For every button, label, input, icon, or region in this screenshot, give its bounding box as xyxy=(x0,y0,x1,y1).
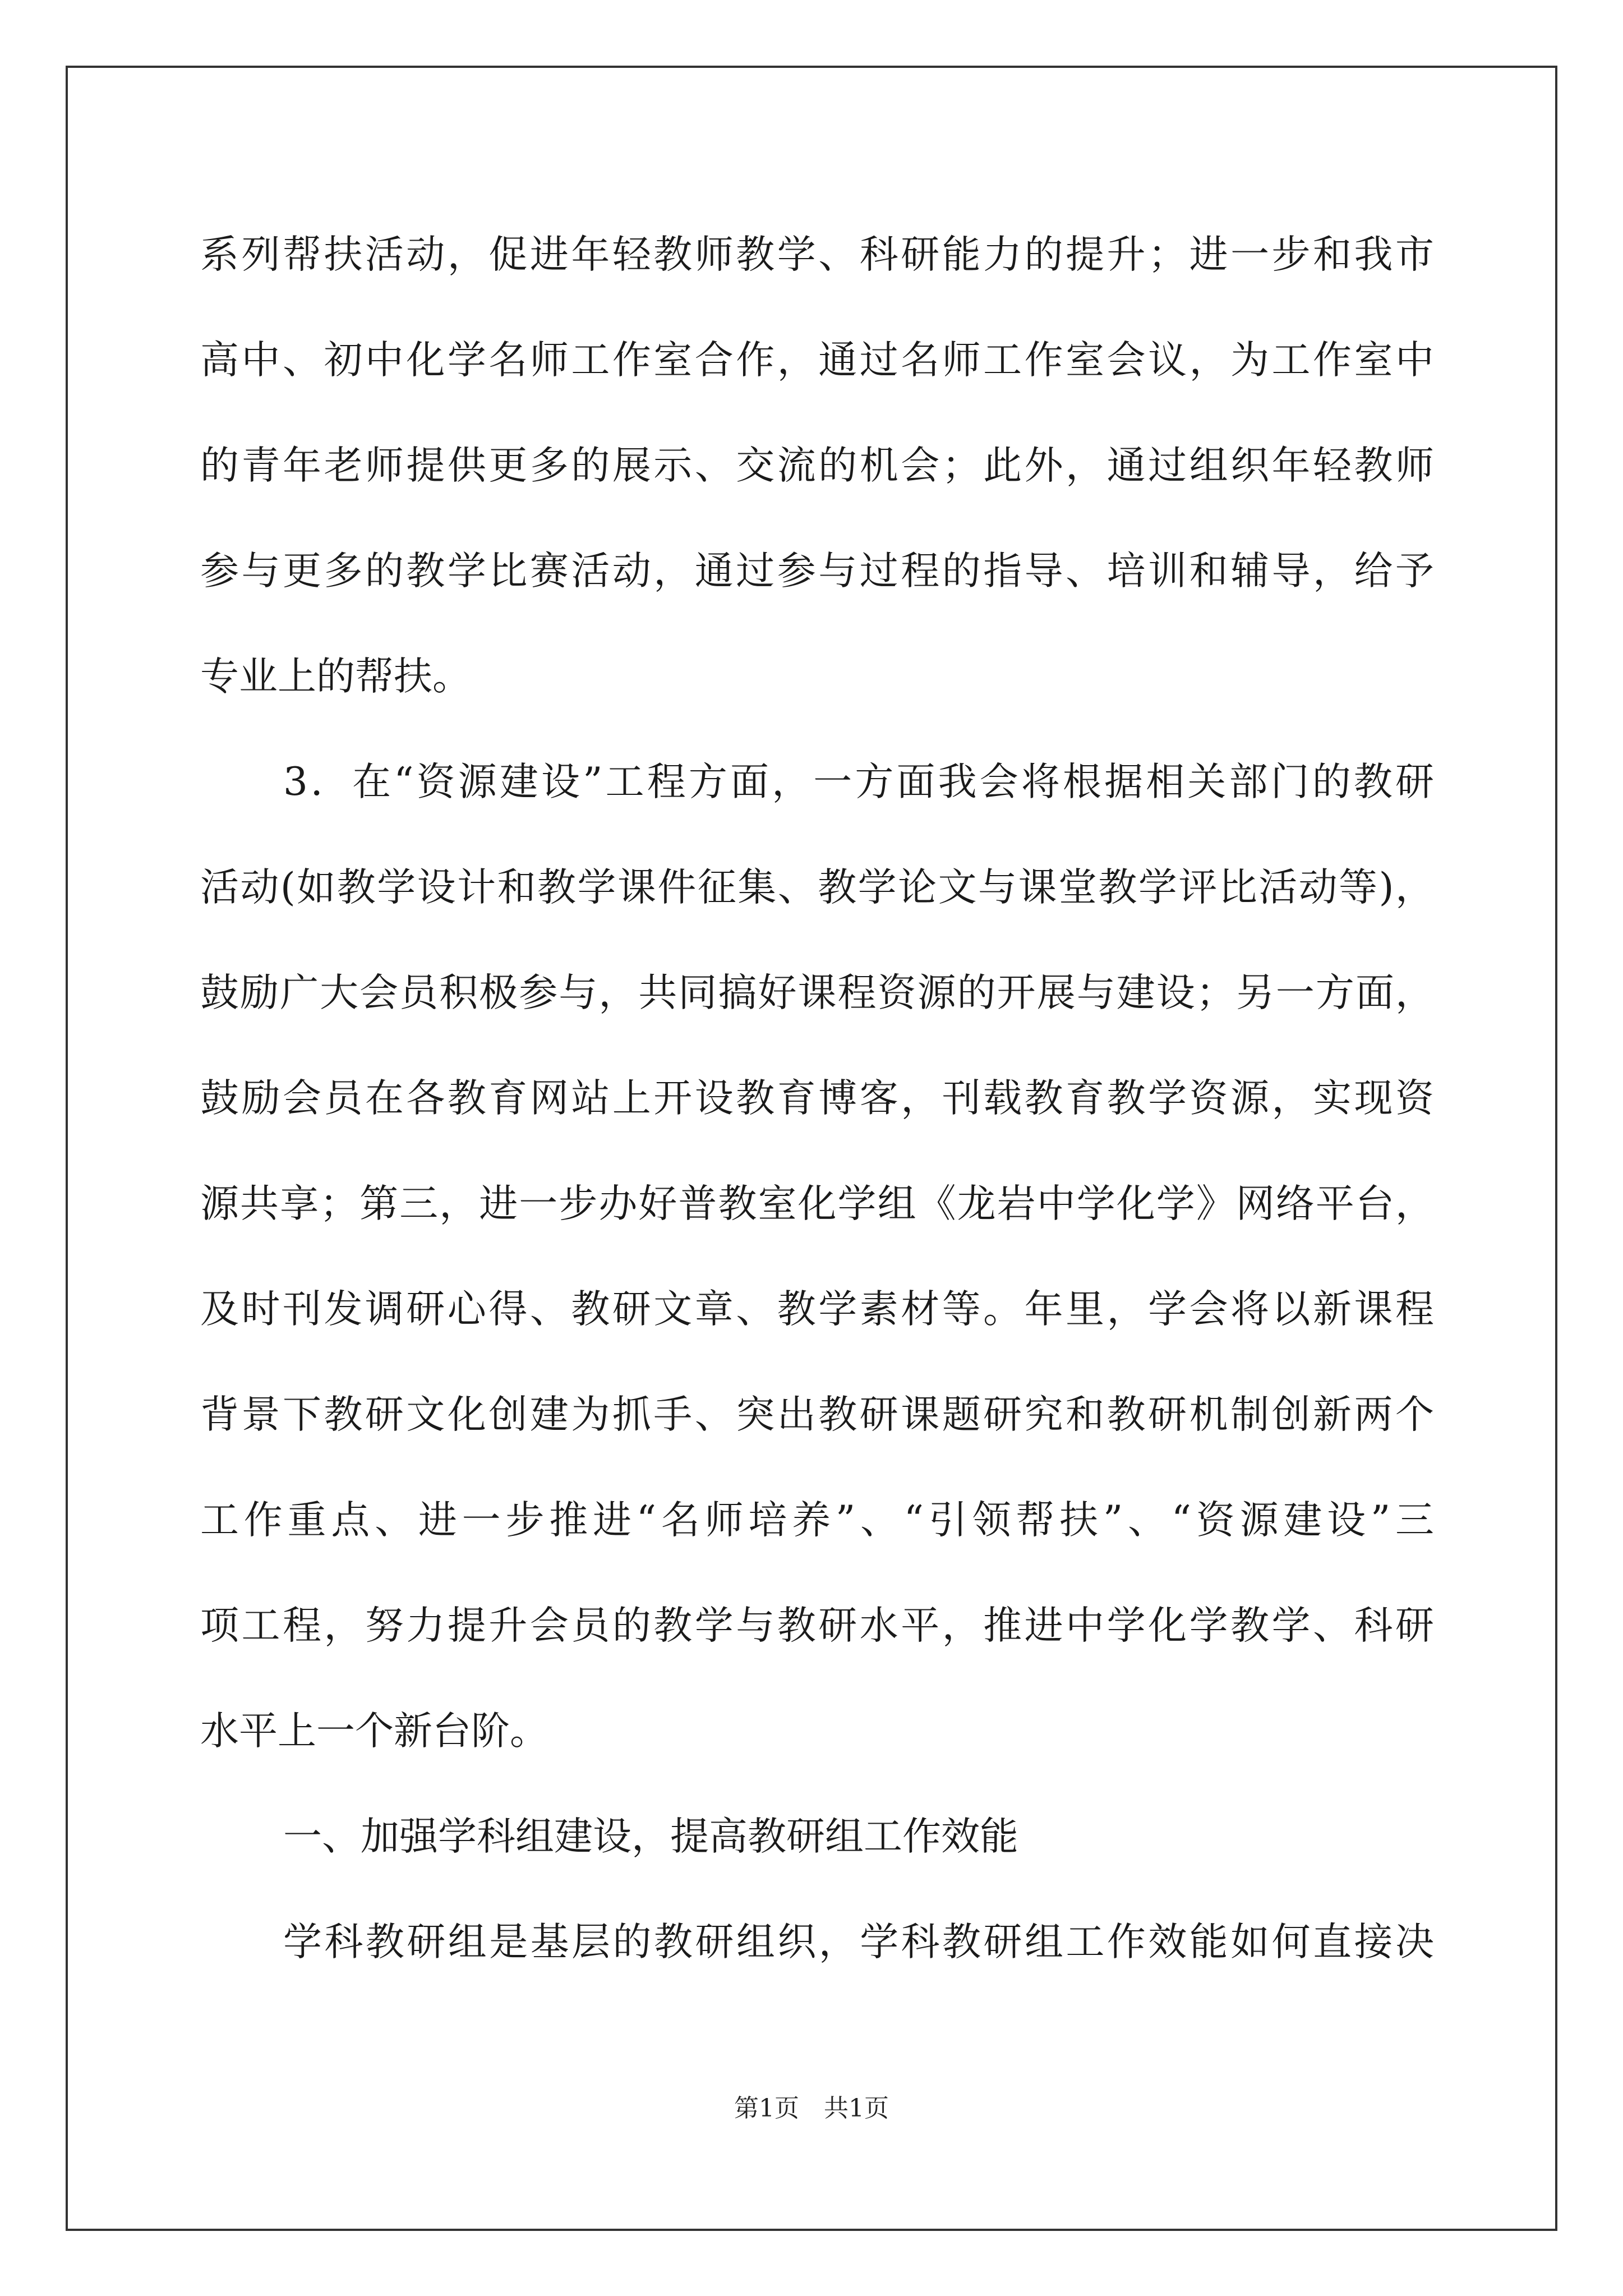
text-line: 参与更多的教学比赛活动，通过参与过程的指导、培训和辅导，给予 xyxy=(200,549,1434,593)
text-line: 及时刊发调研心得、教研文章、教学素材等。年里，学会将以新课程 xyxy=(200,1287,1434,1332)
text-line: 学科教研组是基层的教研组织，学科教研组工作效能如何直接决 xyxy=(283,1920,1434,1964)
text-line: 系列帮扶活动，促进年轻教师教学、科研能力的提升；进一步和我市 xyxy=(200,232,1434,277)
text-line: 专业上的帮扶。 xyxy=(200,654,471,699)
text-line: 活动(如教学设计和教学课件征集、教学论文与课堂教学评比活动等)， xyxy=(200,865,1434,910)
text-line: 3．在“资源建设”工程方面，一方面我会将根据相关部门的教研 xyxy=(283,760,1434,804)
text-line: 水平上一个新台阶。 xyxy=(200,1709,548,1754)
text-line: 鼓励广大会员积极参与，共同搞好课程资源的开展与建设；另一方面， xyxy=(200,970,1434,1015)
text-line: 的青年老师提供更多的展示、交流的机会；此外，通过组织年轻教师 xyxy=(200,443,1434,488)
text-line: 背景下教研文化创建为抓手、突出教研课题研究和教研机制创新两个 xyxy=(200,1392,1434,1437)
text-line: 高中、初中化学名师工作室合作，通过名师工作室会议，为工作室中 xyxy=(200,338,1434,383)
text-line: 工作重点、进一步推进“名师培养”、“引领帮扶”、“资源建设”三 xyxy=(200,1498,1434,1543)
text-line: 项工程，努力提升会员的教学与教研水平，推进中学化学教学、科研 xyxy=(200,1603,1434,1648)
text-line: 鼓励会员在各教育网站上开设教育博客，刊载教育教学资源，实现资 xyxy=(200,1076,1434,1121)
section-heading: 一、加强学科组建设，提高教研组工作效能 xyxy=(283,1814,1018,1859)
document-body xyxy=(200,202,1434,1995)
text-line: 源共享；第三，进一步办好普教室化学组《龙岩中学化学》网络平台， xyxy=(200,1181,1434,1226)
page-footer: 第1页 共1页 xyxy=(734,2094,889,2123)
